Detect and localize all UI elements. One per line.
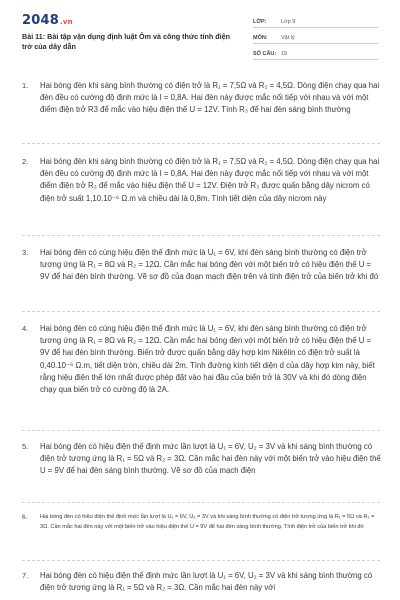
question-item [22,247,382,284]
question-item [22,80,382,117]
question-text: Hai bóng đèn có hiệu điện thế định mức lần lượt là U₁ = 6V, U₂ = 3V và khi sáng bình thường có điện trở tương ứng là R₁ = 5Ω và R₂ = 3Ω. Cần mắc hai đèn này với [40,571,373,593]
worksheet-header [0,0,400,60]
question-divider [22,311,380,312]
meta-label: LỚP: [253,19,267,25]
question-divider [22,235,380,236]
question-number: 2. [22,157,29,166]
question-text: Hai bóng đèn có cùng hiệu điện thế định mức là U₁ = 6V, khi đèn sáng bình thường có điện trở tương ứng là R₁ = 8Ω và R₂ = 12Ω. Cần mắc hai bóng đèn với một biến trở có hiệu điện thế U = 9V để hai đèn bình thường. Biến trở được quấn bằng dây hợp kim Nikêlin có điện trở suất là 0,40.10⁻⁶ Ω.m, tiết diện tròn, chiều dài 2m. Tính đường kính tiết diện d của dây hợp kim này, biết rằng hiệu điện thế lớn nhất được phép đặt vào hai đầu của biến trở là 30V và khi đó dòng điện chạy qua biến trở có cường độ là 2A. [40,324,375,395]
question-divider [22,143,380,144]
meta-value: 19 [281,51,288,57]
meta-value: Lớp 9 [281,19,296,25]
question-text: Hai bóng đèn có cùng hiệu điện thế định mức là U₁ = 6V, khi đèn sáng bình thường có điện trở tương ứng là R₁ = 8Ω và R₂ = 12Ω. Cần mắc hai bóng đèn với một biến trở có hiệu điện thế U = 9V để hai đèn bình thường. Vẽ sơ đồ của đoạn mạch điện trên và tính điện trở của biến trở khi đó [40,248,379,282]
meta-row-class [253,14,378,28]
site-logo[interactable] [22,13,73,28]
question-text: Hai bóng đèn khi sáng bình thường có điện trở là R₁ = 7,5Ω và R₂ = 4,5Ω. Dòng điện chạy qua hai đèn đều có cường độ định mức là I = 0,8A. Hai đèn này được mắc nối tiếp với nhau và với một điểm điện trở R₃ để mắc vào hiệu điện thế U = 12V. Điện trở R₃ được quấn bằng dây nicrom có điện trở suất 1,10.10⁻⁶ Ω.m và chiều dài là 0,8m. Tính tiết diện của dây nicrom này [40,157,380,203]
question-divider [22,560,380,561]
logo-suffix: .vn [59,18,73,26]
question-number: 4. [22,324,29,333]
question-number: 1. [22,81,29,90]
meta-label: SỐ CÂU: [253,51,277,57]
meta-value: Vật lý [281,35,295,41]
question-divider [22,502,380,503]
question-number: 7. [22,571,29,580]
question-text: Hai bóng đèn có hiệu điện thế định mức lần lượt là U₁ = 6V, U₂ = 3V và khi sáng bình thường có điện trở tương ứng là R₁ = 5Ω và R₂ = 3Ω. Cần mắc hai đèn này với một biến trở vào hiệu điện thế U = 9V để hai đèn sáng bình thường. Vẽ sơ đồ của mạch điện [40,442,381,476]
question-item [22,441,382,478]
question-number: 3. [22,248,29,257]
lesson-meta [253,14,378,62]
question-item [22,323,382,396]
question-number: 5. [22,442,29,451]
question-item [22,513,382,532]
meta-row-count [253,46,378,60]
question-item [22,156,382,205]
question-divider [22,430,380,431]
question-text: Hai bóng đèn có hiệu điện thế định mức lần lượt là U₁ = 6V, U₂ = 3V và khi sáng bình thường có điện trở tương ứng là R₁ = 5Ω và R₂ = 3Ω. Cần mắc hai đèn này với một biến trở vào hiệu điện thế U = 9V để hai đèn sáng bình thường. Tính điện trở của biến trở khi đó [40,514,375,530]
question-item [22,570,382,594]
logo-main: 2048 [22,13,59,28]
question-number: 6. [22,514,28,521]
lesson-title: Bài 11: Bài tập vận dụng định luật Ôm và công thức tính điện trở của dây dẫn [22,32,231,51]
meta-row-subject [253,30,378,44]
meta-label: MÔN: [253,35,268,41]
question-text: Hai bóng đèn khi sáng bình thường có điện trở là R₁ = 7,5Ω và R₂ = 4,5Ω. Dòng điện chạy qua hai đèn đều có cường độ định mức là I = 0,8A. Hai đèn này được mắc nối tiếp với nhau và với một điểm điện trở R3 để mắc vào hiệu điện thế U = 12V. Tính R₃ để hai đèn sáng bình thường [40,81,380,115]
